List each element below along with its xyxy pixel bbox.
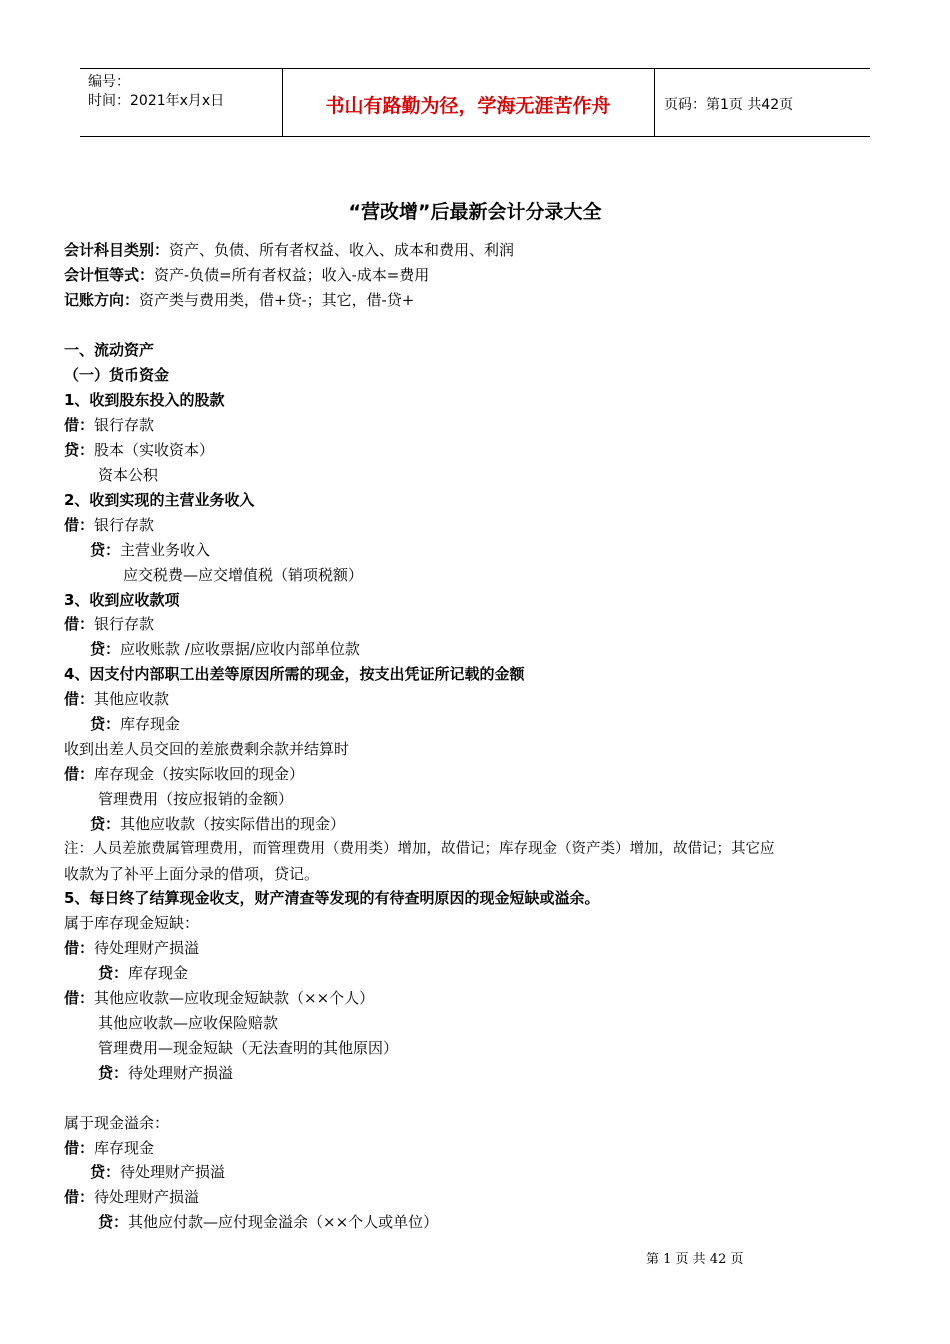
item-heading: 2、收到实现的主营业务收入: [64, 491, 255, 509]
debit-label: 借：: [64, 516, 95, 534]
debit-label: 借：: [64, 765, 95, 783]
paragraph: 属于库存现金短缺：: [64, 914, 200, 932]
credit-entry: [90, 1162, 225, 1182]
credit-label: 贷：: [90, 1163, 121, 1181]
account-name: 应交税费—应交增值税（销项税额）: [123, 566, 364, 584]
note-line: 注：人员差旅费属管理费用，而管理费用（费用类）增加，故借记；库存现金（资产类）增加，故借记；其它应: [64, 841, 775, 857]
header-page-info: 页码：第1页 共42页: [664, 97, 794, 113]
account-name: 待处理财产损溢: [94, 939, 200, 957]
credit-label: 贷：: [90, 640, 121, 658]
debit-label: 借：: [64, 1139, 95, 1157]
credit-entry: [64, 440, 214, 460]
item-heading: 1、收到股东投入的股款: [64, 391, 225, 409]
account-name: 库存现金（按实际收回的现金）: [94, 765, 305, 783]
header-divider: [654, 69, 655, 136]
account-name: 待处理财产损溢: [128, 1064, 234, 1082]
credit-label: 贷：: [98, 1064, 129, 1082]
credit-entry: [90, 639, 360, 659]
number-label: 编号：: [88, 74, 130, 90]
document-title: “营改增”后最新会计分录大全: [348, 201, 602, 223]
account-name: 库存现金: [128, 964, 189, 982]
paragraph: 属于现金溢余：: [64, 1114, 170, 1132]
account-name: 银行存款: [94, 416, 155, 434]
debit-entry: [64, 689, 169, 709]
document-header: [80, 68, 870, 137]
header-motto: 书山有路勤为径，学海无涯苦作舟: [325, 95, 611, 117]
intro-label: 记账方向：: [64, 291, 140, 309]
account-name: 股本（实收资本）: [94, 441, 215, 459]
intro-label: 会计科目类别：: [64, 241, 170, 259]
debit-entry: [64, 415, 154, 435]
debit-label: 借：: [64, 989, 95, 1007]
account-name: 待处理财产损溢: [120, 1163, 226, 1181]
debit-label: 借：: [64, 416, 95, 434]
intro-text: 资产、负债、所有者权益、收入、成本和费用、利润: [169, 241, 515, 259]
account-name: 管理费用（按应报销的金额）: [98, 790, 294, 808]
account-name: 库存现金: [94, 1139, 155, 1157]
intro-line: [64, 265, 429, 285]
account-name: 其他应收款: [94, 690, 170, 708]
item-heading: 4、因支付内部职工出差等原因所需的现金，按支出凭证所记载的金额: [64, 665, 525, 683]
account-name: 其他应收款—应收现金短缺款（××个人）: [94, 989, 375, 1007]
credit-label: 贷：: [90, 815, 121, 833]
item-heading: 3、收到应收款项: [64, 591, 180, 609]
debit-entry: [64, 1187, 199, 1207]
debit-label: 借：: [64, 939, 95, 957]
page-footer: 第 1 页 共 42 页: [646, 1252, 744, 1267]
account-name: 银行存款: [94, 516, 155, 534]
debit-entry: [64, 988, 374, 1008]
account-name: 资本公积: [98, 466, 159, 484]
debit-entry: [64, 1138, 154, 1158]
debit-entry: [64, 764, 304, 784]
debit-label: 借：: [64, 690, 95, 708]
debit-label: 借：: [64, 615, 95, 633]
intro-line: [64, 290, 414, 310]
note-line: 收款为了补平上面分录的借项，贷记。: [64, 865, 320, 883]
credit-label: 贷：: [64, 441, 95, 459]
section-heading: 一、流动资产: [64, 341, 155, 359]
credit-entry: [90, 714, 180, 734]
credit-label: 贷：: [90, 541, 121, 559]
debit-entry: [64, 614, 154, 634]
account-name: 银行存款: [94, 615, 155, 633]
header-left-cell: [88, 73, 224, 111]
account-name: 其他应付款—应付现金溢余（××个人或单位）: [128, 1213, 439, 1231]
account-name: 库存现金: [120, 715, 181, 733]
account-name: 应收账款 /应收票据/应收内部单位款: [120, 640, 360, 658]
account-name: 其他应收款（按实际借出的现金）: [120, 815, 346, 833]
credit-entry: [98, 1212, 438, 1232]
account-name: 管理费用—现金短缺（无法查明的其他原因）: [98, 1039, 399, 1057]
credit-entry: [98, 1063, 233, 1083]
account-name: 待处理财产损溢: [94, 1188, 200, 1206]
intro-text: 资产类与费用类，借+贷-；其它，借-贷+: [139, 291, 415, 309]
debit-entry: [64, 938, 199, 958]
time-label: 时间：2021年x月x日: [88, 93, 225, 109]
credit-entry: [90, 540, 210, 560]
intro-text: 资产-负债=所有者权益；收入-成本=费用: [154, 266, 430, 284]
credit-label: 贷：: [98, 964, 129, 982]
credit-label: 贷：: [98, 1213, 129, 1231]
paragraph: 收到出差人员交回的差旅费剩余款并结算时: [64, 740, 350, 758]
credit-label: 贷：: [90, 715, 121, 733]
account-name: 其他应收款—应收保险赔款: [98, 1014, 279, 1032]
subsection-heading: （一）货币资金: [64, 366, 170, 384]
debit-entry: [64, 515, 154, 535]
credit-entry: [90, 814, 345, 834]
debit-label: 借：: [64, 1188, 95, 1206]
credit-entry: [98, 963, 188, 983]
intro-label: 会计恒等式：: [64, 266, 155, 284]
account-name: 主营业务收入: [120, 541, 211, 559]
intro-line: [64, 240, 514, 260]
item-heading: 5、每日终了结算现金收支，财产清查等发现的有待查明原因的现金短缺或溢余。: [64, 889, 600, 907]
